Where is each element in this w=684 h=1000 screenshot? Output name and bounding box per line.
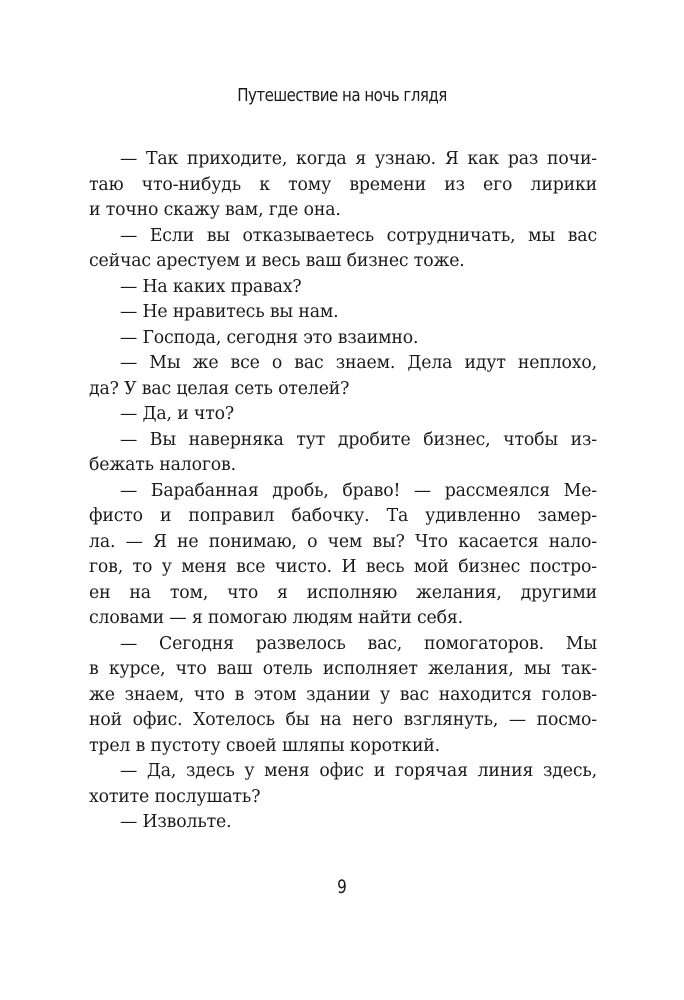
text-line: таю что-нибудь к тому времени из его лирики (89, 174, 597, 195)
body-text (89, 147, 597, 836)
text-line: хотите послушать? (89, 786, 261, 807)
page-number: 9 (337, 876, 347, 898)
text-line: бежать налогов. (89, 455, 236, 475)
text-line: — Да, и что? (120, 404, 234, 424)
text-line: — Господа, сегодня это взаимно. (120, 327, 419, 348)
text-line: — Не нравитесь вы нам. (120, 302, 339, 322)
text-line: — Извольте. (120, 812, 232, 832)
text-line: ен на том, что я исполняю желания, другими (89, 582, 597, 603)
text-line: — Барабанная дробь, браво! — рассмеялся Ме- (120, 480, 597, 501)
text-line: — Если вы отказываетесь сотрудничать, мы вас (120, 225, 597, 246)
text-line: — Так приходите, когда я узнаю. Я как раз почи- (120, 149, 597, 169)
text-line: фисто и поправил бабочку. Та удивленно замер- (89, 506, 597, 526)
text-line: — Сегодня развелось вас, помогаторов. Мы (120, 633, 597, 654)
text-line: — Да, здесь у меня офис и горячая линия здесь, (120, 761, 597, 781)
text-line: трел в пустоту своей шляпы короткий. (89, 735, 441, 756)
text-line: словами — я помогаю людям найти себя. (89, 608, 463, 628)
text-line: — Вы наверняка тут дробите бизнес, чтобы из- (120, 429, 597, 450)
text-line: гов, то у меня все чисто. И весь мой бизнес постро- (89, 557, 597, 577)
text-line: сейчас арестуем и весь ваш бизнес тоже. (89, 251, 465, 271)
text-line: — Мы же все о вас знаем. Дела идут неплохо, (120, 353, 597, 373)
text-line: да? У вас целая сеть отелей? (89, 378, 350, 399)
text-line: — На каких правах? (120, 276, 302, 297)
text-line: ной офис. Хотелось бы на него взглянуть, — посмо- (89, 710, 597, 730)
text-line: и точно скажу вам, где она. (89, 200, 341, 220)
text-line: ла. — Я не понимаю, о чем вы? Что касается нало- (89, 531, 597, 552)
text-line: в курсе, что ваш отель исполняет желания, мы так- (89, 659, 597, 679)
text-line: же знаем, что в этом здании у вас находится голов- (89, 684, 597, 705)
running-head: Путешествие на ночь глядя (237, 86, 447, 106)
